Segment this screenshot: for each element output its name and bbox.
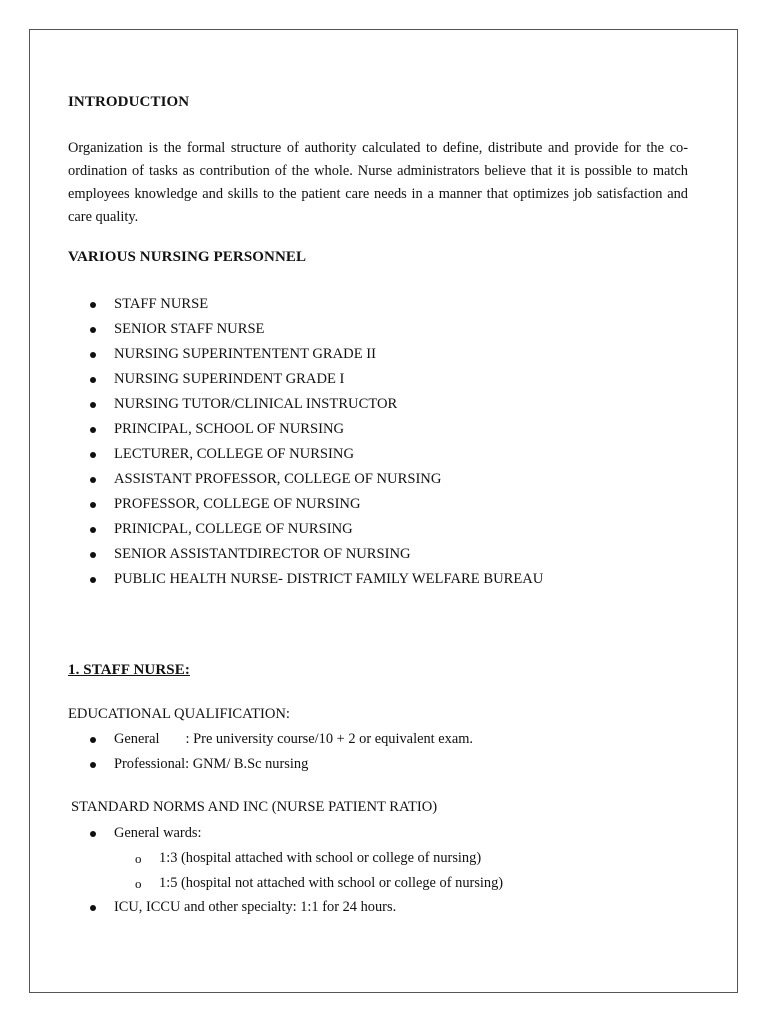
- bullet-icon: [90, 352, 96, 358]
- norms-sub-list: [135, 846, 503, 896]
- bullet-icon: [90, 452, 96, 458]
- bullet-icon: [90, 737, 96, 743]
- bullet-icon: [90, 377, 96, 383]
- bullet-icon: [90, 502, 96, 508]
- intro-heading: INTRODUCTION: [68, 94, 190, 110]
- list-item: STAFF NURSE: [90, 292, 543, 317]
- list-item: General wards:: [90, 821, 202, 846]
- edu-list: [90, 727, 473, 777]
- bullet-icon: [90, 577, 96, 583]
- staff-nurse-heading: 1. STAFF NURSE:: [68, 662, 190, 678]
- bullet-icon: [90, 831, 96, 837]
- bullet-icon: [90, 905, 96, 911]
- circle-bullet-icon: o: [135, 851, 142, 866]
- list-item: PUBLIC HEALTH NURSE- DISTRICT FAMILY WELFARE BUREAU: [90, 567, 543, 592]
- circle-bullet-icon: o: [135, 876, 142, 891]
- list-item: ICU, ICCU and other specialty: 1:1 for 24 hours.: [90, 895, 396, 920]
- norms-icu-list: [90, 895, 396, 920]
- list-item: PROFESSOR, COLLEGE OF NURSING: [90, 492, 543, 517]
- list-item: o 1:3 (hospital attached with school or college of nursing): [135, 846, 503, 871]
- list-item: LECTURER, COLLEGE OF NURSING: [90, 442, 543, 467]
- list-item: PRINICPAL, COLLEGE OF NURSING: [90, 517, 543, 542]
- norms-heading: STANDARD NORMS AND INC (NURSE PATIENT RATIO): [71, 799, 438, 815]
- bullet-icon: [90, 552, 96, 558]
- list-item: o 1:5 (hospital not attached with school or college of nursing): [135, 871, 503, 896]
- bullet-icon: [90, 327, 96, 333]
- personnel-heading: VARIOUS NURSING PERSONNEL: [68, 249, 307, 265]
- bullet-icon: [90, 762, 96, 768]
- list-item: ASSISTANT PROFESSOR, COLLEGE OF NURSING: [90, 467, 543, 492]
- list-item: PRINCIPAL, SCHOOL OF NURSING: [90, 417, 543, 442]
- list-item: SENIOR STAFF NURSE: [90, 317, 543, 342]
- norms-list: [90, 821, 202, 846]
- bullet-icon: [90, 402, 96, 408]
- list-item: NURSING SUPERINDENT GRADE I: [90, 367, 543, 392]
- edu-heading: EDUCATIONAL QUALIFICATION:: [68, 706, 290, 722]
- list-item: Professional: GNM/ B.Sc nursing: [90, 752, 473, 777]
- personnel-list: [90, 292, 543, 592]
- list-item: NURSING SUPERINTENTENT GRADE II: [90, 342, 543, 367]
- bullet-icon: [90, 427, 96, 433]
- bullet-icon: [90, 477, 96, 483]
- list-item: NURSING TUTOR/CLINICAL INSTRUCTOR: [90, 392, 543, 417]
- bullet-icon: [90, 527, 96, 533]
- intro-paragraph: Organization is the formal structure of authority calculated to define, distribute and provide for the co-ordination of tasks as contribution of the whole. Nurse administrators believe that it is possible to match employees knowledge and skills to the patient care needs in a manner that optimizes job satisfaction and care quality.: [68, 140, 688, 225]
- list-item: SENIOR ASSISTANTDIRECTOR OF NURSING: [90, 542, 543, 567]
- bullet-icon: [90, 302, 96, 308]
- list-item: General : Pre university course/10 + 2 or equivalent exam.: [90, 727, 473, 752]
